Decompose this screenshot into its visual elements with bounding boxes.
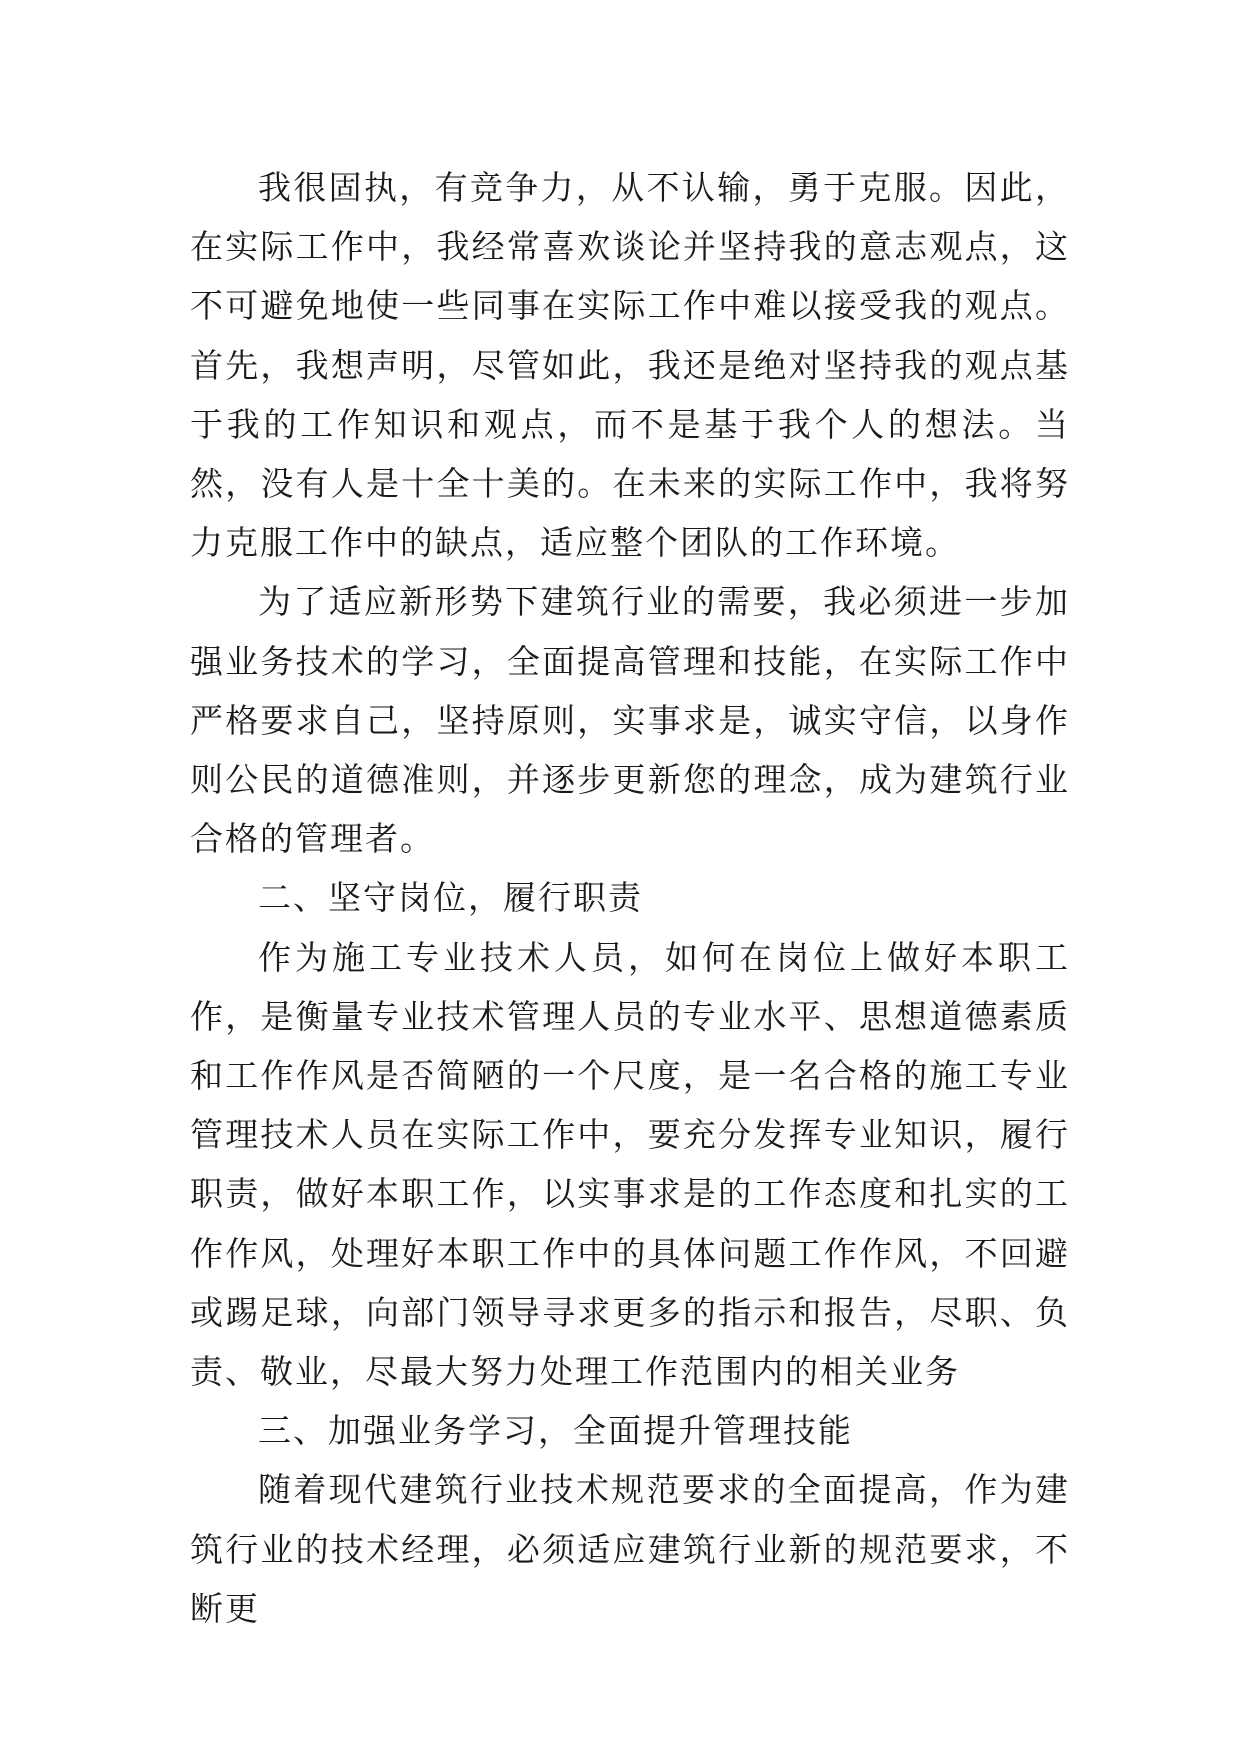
section-heading-2: 二、坚守岗位，履行职责 <box>258 878 643 918</box>
document-page <box>190 158 1070 1638</box>
section-heading-3: 三、加强业务学习，全面提升管理技能 <box>258 1411 853 1451</box>
paragraph-industry-needs: 为了适应新形势下建筑行业的需要，我必须进一步加强业务技术的学习，全面提高管理和技能，在实际工作中严格要求自己，坚持原则，实事求是，诚实守信，以身作则公民的道德准则，并逐步更新您的理念，成为建筑行业合格的管理者。 <box>190 582 1070 859</box>
paragraph-duties: 作为施工专业技术人员，如何在岗位上做好本职工作，是衡量专业技术管理人员的专业水平、思想道德素质和工作作风是否简陋的一个尺度，是一名合格的施工专业管理技术人员在实际工作中，要充分发挥专业知识，履行职责，做好本职工作，以实事求是的工作态度和扎实的工作作风，处理好本职工作中的具体问题工作作风，不回避或踢足球，向部门领导寻求更多的指示和报告，尽职、负责、敬业，尽最大努力处理工作范围内的相关业务 <box>190 937 1070 1392</box>
paragraph-business-learning: 随着现代建筑行业技术规范要求的全面提高，作为建筑行业的技术经理，必须适应建筑行业新的规范要求，不断更 <box>190 1470 1070 1628</box>
paragraph-self-assessment: 我很固执，有竞争力，从不认输，勇于克服。因此，在实际工作中，我经常喜欢谈论并坚持我的意志观点，这不可避免地使一些同事在实际工作中难以接受我的观点。首先，我想声明，尽管如此，我还是绝对坚持我的观点基于我的工作知识和观点，而不是基于我个人的想法。当然，没有人是十全十美的。在未来的实际工作中，我将努力克服工作中的缺点，适应整个团队的工作环境。 <box>190 168 1070 563</box>
